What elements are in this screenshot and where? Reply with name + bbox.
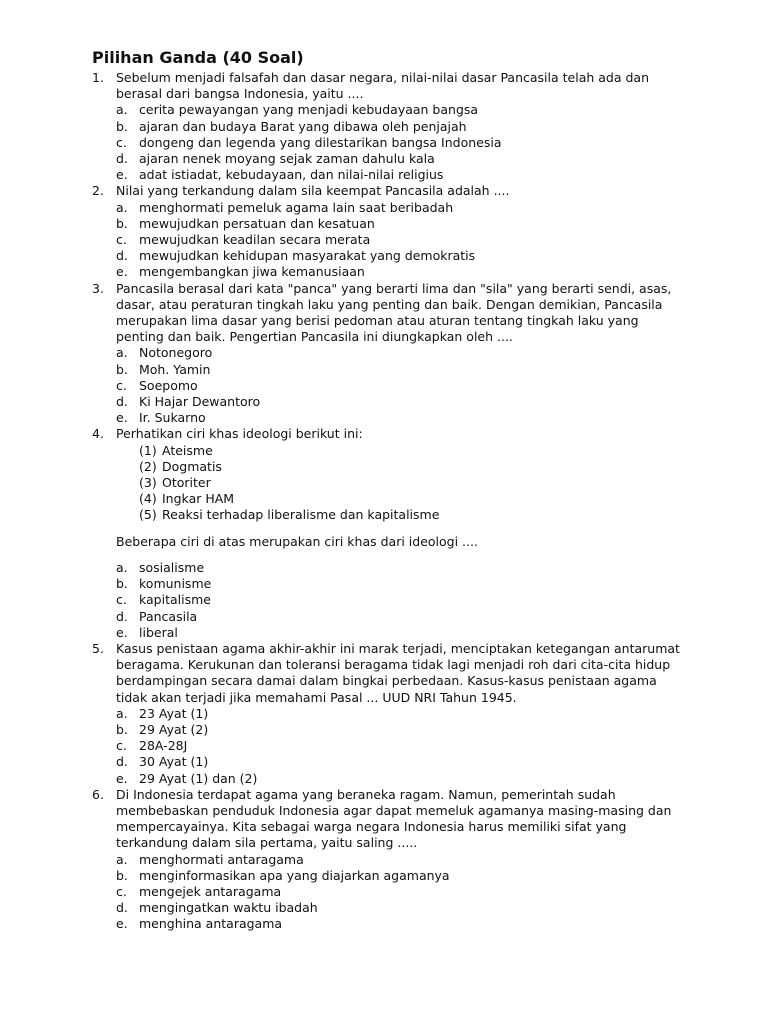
option-label: b. xyxy=(116,576,128,592)
option-text: Notonegoro xyxy=(139,345,213,361)
option-text: Pancasila xyxy=(139,608,198,624)
option-a xyxy=(116,560,688,576)
question-1 xyxy=(92,70,688,183)
option-list xyxy=(116,345,688,426)
option-label: a. xyxy=(116,345,128,361)
option-text: 28A-28J xyxy=(139,738,188,754)
question-number: 2. xyxy=(92,183,104,199)
option-label: d. xyxy=(116,394,128,410)
option-c xyxy=(116,884,688,900)
option-text: sosialisme xyxy=(139,559,205,575)
option-c xyxy=(116,232,688,248)
option-text: Ki Hajar Dewantoro xyxy=(139,394,261,410)
option-b xyxy=(116,362,688,378)
characteristic-label: (3) xyxy=(139,475,157,491)
option-label: c. xyxy=(116,738,127,754)
question-5 xyxy=(92,641,688,787)
option-text: liberal xyxy=(139,624,178,640)
option-a xyxy=(116,345,688,361)
option-b xyxy=(116,722,688,738)
characteristic-item xyxy=(139,491,688,507)
option-text: mewujudkan persatuan dan kesatuan xyxy=(139,215,375,231)
option-text: menginformasikan apa yang diajarkan agamanya xyxy=(139,867,450,883)
characteristic-list xyxy=(116,443,688,524)
option-d xyxy=(116,900,688,916)
option-label: a. xyxy=(116,705,128,721)
option-d xyxy=(116,394,688,410)
characteristic-item xyxy=(139,507,688,523)
option-text: dongeng dan legenda yang dilestarikan bangsa Indonesia xyxy=(139,134,502,150)
option-a xyxy=(116,852,688,868)
question-number: 6. xyxy=(92,786,104,802)
option-label: e. xyxy=(116,167,128,183)
option-label: c. xyxy=(116,377,127,393)
option-text: mengingatkan waktu ibadah xyxy=(139,900,318,916)
question-2 xyxy=(92,183,688,280)
characteristic-label: (2) xyxy=(139,458,157,474)
option-e xyxy=(116,264,688,280)
option-b xyxy=(116,576,688,592)
option-label: b. xyxy=(116,215,128,231)
option-e xyxy=(116,410,688,426)
option-d xyxy=(116,609,688,625)
option-b xyxy=(116,216,688,232)
option-b xyxy=(116,119,688,135)
option-e xyxy=(116,771,688,787)
option-label: e. xyxy=(116,410,128,426)
question-number: 1. xyxy=(92,70,104,85)
characteristic-text: Ingkar HAM xyxy=(162,491,235,507)
option-text: mengejek antaragama xyxy=(139,883,282,899)
question-text: Di Indonesia terdapat agama yang beraneka ragam. Namun, pemerintah sudah membebaskan penduduk Indonesia agar dapat memeluk agamanya masing-masing dan mempercayainya. Kita sebagai warga negara Indonesia harus memiliki sifat yang terkandung dalam sila pertama, yaitu saling ..... xyxy=(116,786,672,851)
question-number: 3. xyxy=(92,280,104,296)
option-label: b. xyxy=(116,867,128,883)
option-list xyxy=(116,706,688,787)
option-e xyxy=(116,167,688,183)
characteristic-item xyxy=(139,475,688,491)
option-a xyxy=(116,102,688,118)
option-d xyxy=(116,151,688,167)
option-list xyxy=(116,560,688,641)
option-e xyxy=(116,916,688,932)
option-label: e. xyxy=(116,264,128,280)
characteristic-label: (1) xyxy=(139,442,157,458)
characteristic-text: Otoriter xyxy=(162,475,211,491)
question-text: Sebelum menjadi falsafah dan dasar negara, nilai-nilai dasar Pancasila telah ada dan berasal dari bangsa Indonesia, yaitu .... xyxy=(116,70,649,102)
option-list xyxy=(116,852,688,933)
option-label: d. xyxy=(116,900,128,916)
option-label: e. xyxy=(116,770,128,786)
option-text: cerita pewayangan yang menjadi kebudayaan bangsa xyxy=(139,102,479,118)
question-number: 4. xyxy=(92,426,104,442)
characteristic-item xyxy=(139,443,688,459)
option-c xyxy=(116,378,688,394)
option-list xyxy=(116,200,688,281)
option-label: b. xyxy=(116,361,128,377)
option-text: menghormati antaragama xyxy=(139,851,304,867)
option-text: 30 Ayat (1) xyxy=(139,754,209,770)
option-text: adat istiadat, kebudayaan, dan nilai-nilai religius xyxy=(139,167,444,183)
option-label: d. xyxy=(116,151,128,167)
question-6 xyxy=(92,787,688,933)
option-label: c. xyxy=(116,134,127,150)
option-a xyxy=(116,706,688,722)
characteristic-item xyxy=(139,459,688,475)
option-text: 23 Ayat (1) xyxy=(139,705,209,721)
question-3 xyxy=(92,281,688,427)
option-label: d. xyxy=(116,248,128,264)
option-text: ajaran dan budaya Barat yang dibawa oleh penjajah xyxy=(139,118,467,134)
option-text: mewujudkan keadilan secara merata xyxy=(139,232,371,248)
option-label: a. xyxy=(116,851,128,867)
option-label: c. xyxy=(116,232,127,248)
option-label: b. xyxy=(116,118,128,134)
characteristic-text: Ateisme xyxy=(162,442,213,458)
option-d xyxy=(116,754,688,770)
option-text: kapitalisme xyxy=(139,592,211,608)
option-c xyxy=(116,135,688,151)
characteristic-label: (4) xyxy=(139,491,157,507)
question-4 xyxy=(92,426,688,640)
option-label: a. xyxy=(116,102,128,118)
question-prompt: Beberapa ciri di atas merupakan ciri khas dari ideologi .... xyxy=(116,533,478,549)
question-text: Kasus penistaan agama akhir-akhir ini marak terjadi, menciptakan ketegangan antarumat beragama. Kerukunan dan toleransi beragama tidak lagi menjadi roh dari cita-cita hidup berdampingan secara damai dalam bingkai perbedaan. Kasus-kasus penistaan agama tidak akan terjadi jika memahami Pasal ... UUD NRI Tahun 1945. xyxy=(116,640,680,705)
option-text: 29 Ayat (1) dan (2) xyxy=(139,770,258,786)
option-text: komunisme xyxy=(139,576,212,592)
characteristic-text: Reaksi terhadap liberalisme dan kapitalisme xyxy=(162,507,440,523)
option-label: d. xyxy=(116,608,128,624)
option-label: b. xyxy=(116,721,128,737)
option-label: c. xyxy=(116,592,127,608)
question-text: Perhatikan ciri khas ideologi berikut ini: xyxy=(116,426,363,442)
option-text: ajaran nenek moyang sejak zaman dahulu kala xyxy=(139,151,435,167)
characteristic-text: Dogmatis xyxy=(162,458,222,474)
option-label: a. xyxy=(116,199,128,215)
characteristic-label: (5) xyxy=(139,507,157,523)
option-a xyxy=(116,200,688,216)
option-text: mewujudkan kehidupan masyarakat yang demokratis xyxy=(139,248,476,264)
option-label: e. xyxy=(116,624,128,640)
option-text: 29 Ayat (2) xyxy=(139,721,209,737)
option-e xyxy=(116,625,688,641)
option-label: d. xyxy=(116,754,128,770)
option-b xyxy=(116,868,688,884)
option-text: mengembangkan jiwa kemanusiaan xyxy=(139,264,365,280)
option-text: menghina antaragama xyxy=(139,916,283,932)
option-c xyxy=(116,592,688,608)
question-text: Pancasila berasal dari kata "panca" yang berarti lima dan "sila" yang berarti sendi, asas, dasar, atau peraturan tingkah laku yang penting dan baik. Dengan demikian, Pancasila merupakan lima dasar yang berisi pedoman atau aturan tentang tingkah laku yang penting dan baik. Pengertian Pancasila ini diungkapkan oleh .... xyxy=(116,280,672,345)
option-text: menghormati pemeluk agama lain saat beribadah xyxy=(139,199,454,215)
option-c xyxy=(116,738,688,754)
option-label: a. xyxy=(116,559,128,575)
option-text: Soepomo xyxy=(139,377,198,393)
option-label: c. xyxy=(116,883,127,899)
page-title: Pilihan Ganda (40 Soal) xyxy=(92,48,304,67)
question-number: 5. xyxy=(92,640,104,656)
option-text: Moh. Yamin xyxy=(139,361,211,377)
option-d xyxy=(116,248,688,264)
option-text: Ir. Sukarno xyxy=(139,410,206,426)
option-label: e. xyxy=(116,916,128,932)
question-text: Nilai yang terkandung dalam sila keempat Pancasila adalah .... xyxy=(116,183,510,199)
option-list xyxy=(116,102,688,183)
